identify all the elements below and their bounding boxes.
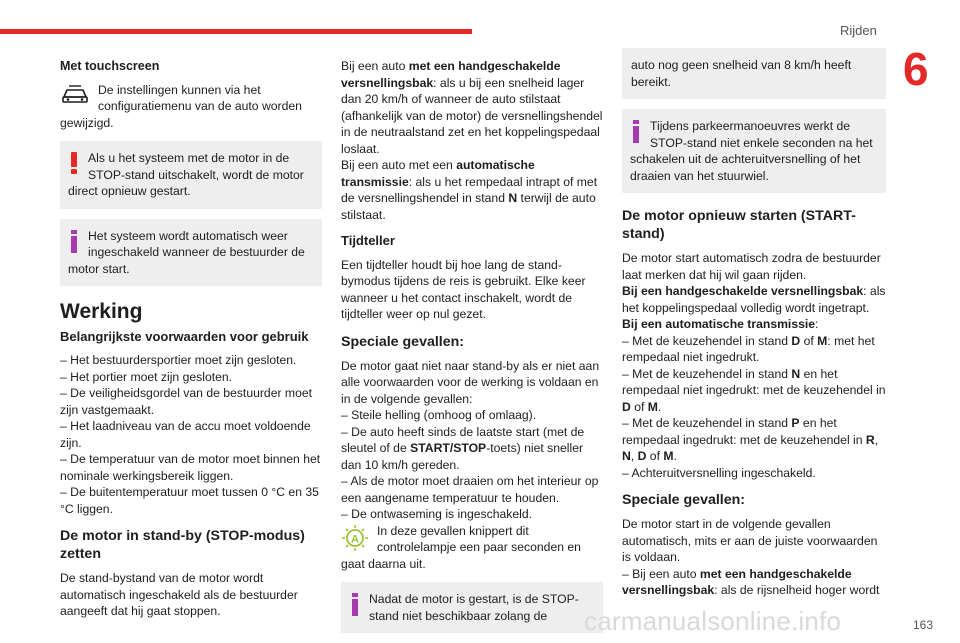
page-number: 163 <box>913 618 934 632</box>
text-span: terwijl de auto stilstaat. <box>341 191 596 222</box>
text-span: – De auto heeft sinds de laatste start (met de sleutel of de <box>341 424 585 455</box>
special-cases-heading: Speciale gevallen: <box>341 333 465 350</box>
text-span: : als het koppelingspedaal volledig wordt ingetrapt. <box>622 284 886 315</box>
text-span: , <box>630 449 638 463</box>
start-manual <box>622 283 886 316</box>
text-span: : als u het rempedaal intrapt of met de versnellingshendel in stand <box>341 174 598 205</box>
list-item <box>622 566 886 599</box>
text-span: – Met de keuzehendel in stand <box>622 366 792 381</box>
stop-mode-heading: De motor in stand-by (STOP-modus) zetten <box>60 528 305 562</box>
bold-span: D <box>791 333 801 348</box>
column-3 <box>622 52 886 599</box>
text-span: Bij een auto <box>341 59 409 73</box>
column-1 <box>60 58 322 620</box>
bold-span: START/STOP <box>410 441 487 455</box>
text-span: – Met de keuzehendel in stand <box>622 333 792 348</box>
section-title: Rijden <box>840 23 877 38</box>
info-icon <box>632 120 640 142</box>
text-span: : als de rijsnelheid hoger wordt <box>714 583 880 597</box>
text-span: – Met de keuzehendel in stand <box>622 416 792 430</box>
text-span: : met het rempedaal niet ingedrukt. <box>622 333 875 364</box>
list-item: – Het bestuurdersportier moet zijn gesloten. <box>60 353 297 367</box>
bold-span: D <box>637 449 647 463</box>
conditions-list <box>60 352 322 517</box>
list-item: – Het laadniveau van de accu moet voldoende zijn. <box>60 419 311 450</box>
info-text: Tijdens parkeermanoeuvres werkt de STOP-stand niet enkele seconden na het schakelen uit de achteruitversnelling of het draaien van het stuurwiel. <box>630 119 873 183</box>
header-accent-bar <box>0 29 472 34</box>
svg-text:A: A <box>351 533 359 545</box>
list-item <box>622 333 886 366</box>
stop-mode-text: De stand-bystand van de motor wordt automatisch ingeschakeld als de bestuurder aangeeft dat hij gaat stoppen. <box>60 571 298 618</box>
lamp-text: In deze gevallen knippert dit controlelampje een paar seconden en gaat daarna uit. <box>341 523 581 571</box>
list-item: – Achteruitversnelling ingeschakeld. <box>622 465 816 480</box>
text-span: . <box>673 449 677 463</box>
column-2 <box>341 58 603 643</box>
bold-span: met een handgeschakelde versnellingsbak <box>341 59 561 90</box>
bold-span: N <box>791 366 801 381</box>
text-span: en het rempedaal ingedrukt: met de keuzehendel in <box>622 416 866 447</box>
bold-span: N <box>508 191 518 205</box>
conditions-heading: Belangrijkste voorwaarden voor gebruik <box>60 328 309 344</box>
list-item: – De buitentemperatuur moet tussen 0 °C en 35 °C liggen. <box>60 485 319 516</box>
touchscreen-heading: Met touchscreen <box>60 59 160 73</box>
werking-heading: Werking <box>60 300 143 323</box>
list-item: – De ontwaseming is ingeschakeld. <box>341 507 533 521</box>
lamp-paragraph <box>341 523 603 573</box>
info-text: Het systeem wordt automatisch weer ingeschakeld wanneer de bestuurder de motor start. <box>68 228 305 276</box>
bold-span: met een handgeschakelde versnellingsbak <box>622 566 852 597</box>
timer-heading: Tijdteller <box>341 233 395 248</box>
text-span: . <box>657 399 662 414</box>
warning-text: Als u het systeem met de motor in de STOP-stand uitschakelt, wordt de motor direct opnieuw gestart. <box>68 151 304 198</box>
bold-span: Bij een handgeschakelde versnellingsbak <box>622 284 864 298</box>
list-item <box>622 366 886 416</box>
list-item: – Als de motor moet draaien om het interieur op een aangename temperatuur te houden. <box>341 474 599 505</box>
bold-span: R <box>865 432 875 447</box>
special-cases-heading: Speciale gevallen: <box>622 492 746 508</box>
warning-box <box>60 141 322 209</box>
text-span: Bij een auto met een <box>341 158 457 172</box>
info-icon <box>70 230 78 252</box>
text-span: : als u bij een snelheid lager dan 20 km/h of wanneer de auto stilstaat (afhankelijk van de motor) de versnellingshendel in de neutraalstand zet en het koppelingspedaal loslaat. <box>341 75 603 156</box>
text-span: of <box>646 449 664 463</box>
start-automatic-title <box>622 316 886 333</box>
start-mode-heading: De motor opnieuw starten (START-stand) <box>622 208 856 242</box>
text-span: -toets) niet sneller dan 10 km/h gereden. <box>341 441 584 472</box>
manual-gearbox-paragraph <box>341 58 603 157</box>
touchscreen-paragraph <box>60 82 322 132</box>
info-box <box>341 582 603 633</box>
timer-text: Een tijdteller houdt bij hoe lang de stand-bymodus tijdens de reis is gebruikt. Elke keer wanneer u het contact inschakelt, wordt de tijdteller weer op nul gezet. <box>341 257 586 321</box>
list-item <box>622 415 886 465</box>
info-icon <box>351 593 359 615</box>
special-intro: De motor gaat niet naar stand-by als er niet aan alle voorwaarden voor de werking is voldaan en in de volgende gevallen: <box>341 358 600 406</box>
warning-icon <box>70 152 78 174</box>
list-item: – De temperatuur van de motor moet binnen het nominale werkingsbereik liggen. <box>60 452 321 483</box>
bold-span: P <box>791 416 800 430</box>
list-item: – Het portier moet zijn gesloten. <box>60 369 233 384</box>
text-span: of <box>800 333 818 348</box>
list-item: – Steile helling (omhoog of omlaag). <box>341 408 537 422</box>
bold-span: M <box>647 399 658 414</box>
touchscreen-text: De instellingen kunnen via het configuratiemenu van de auto worden gewijzigd. <box>60 82 302 130</box>
info-box <box>622 109 886 193</box>
automatic-paragraph <box>341 157 603 223</box>
bold-span: Bij een automatische transmissie <box>622 317 816 331</box>
text-span: en het rempedaal niet ingedrukt: met de keuzehendel in <box>622 366 886 397</box>
info-box-continued <box>622 48 886 99</box>
info-text: Nadat de motor is gestart, is de STOP-stand niet beschikbaar zolang de <box>369 592 579 623</box>
text-span: – Bij een auto <box>622 566 700 581</box>
bold-span: M <box>663 449 674 463</box>
stop-start-warning-lamp-icon <box>341 523 369 553</box>
watermark: carmanualsonline.info <box>584 606 842 636</box>
bold-span: D <box>622 399 631 414</box>
info-text: auto nog geen snelheid van 8 km/h heeft bereikt. <box>631 58 852 89</box>
bold-span: automatische transmissie <box>341 158 535 189</box>
special-intro: De motor start in de volgende gevallen automatisch, mits er aan de juiste voorwaarden is voldaan. <box>622 517 878 564</box>
start-text: De motor start automatisch zodra de bestuurder laat merken dat hij wil gaan rijden. <box>622 251 881 282</box>
list-item: – De veiligheidsgordel van de bestuurder moet zijn vastgemaakt. <box>60 386 313 417</box>
info-box <box>60 219 322 287</box>
text-span: , <box>874 432 879 447</box>
car-settings-icon <box>60 82 90 106</box>
chapter-number: 6 <box>903 43 929 95</box>
text-span: : <box>815 317 819 331</box>
bold-span: M <box>817 333 828 348</box>
bold-span: N <box>622 449 631 463</box>
list-item <box>341 424 603 474</box>
text-span: of <box>630 399 648 414</box>
